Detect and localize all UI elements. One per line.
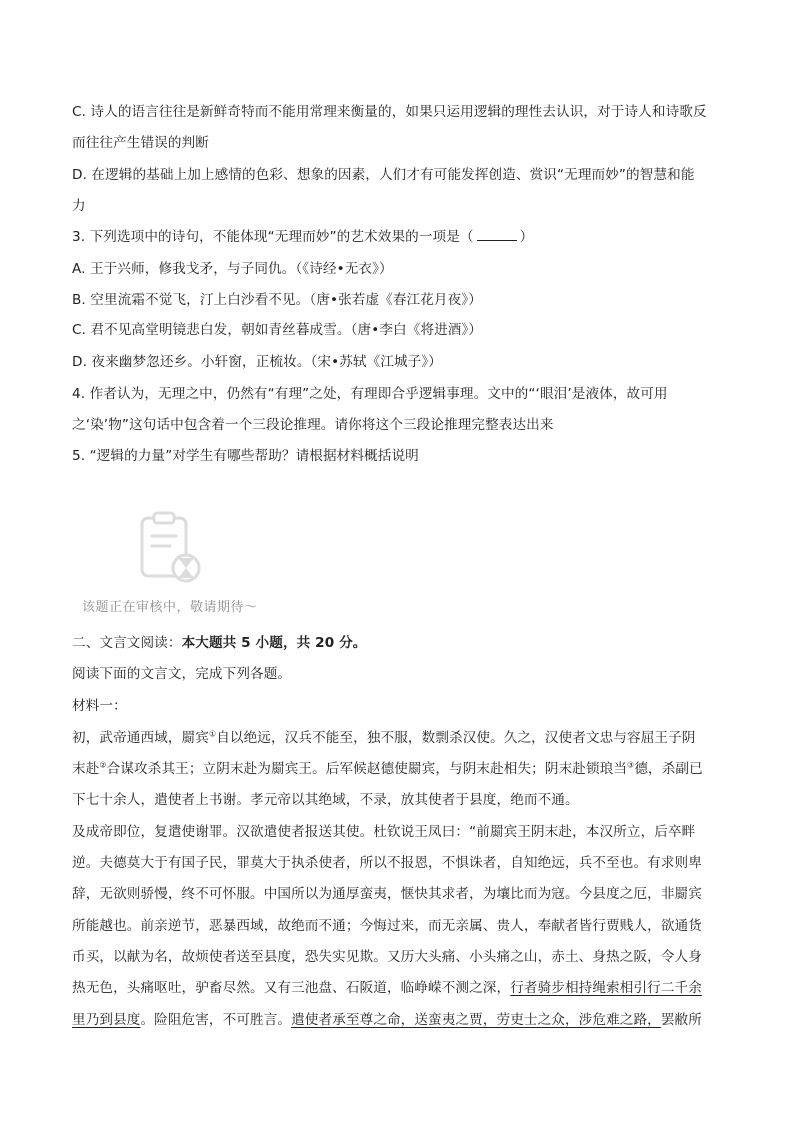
option-d-line-1: D. 在逻辑的基础上加上感情的色彩、想象的因素，人们才有可能发挥创造、赏识“无理而妙”的智慧和能 [72,167,695,183]
answer-blank [477,228,517,241]
passage-text: 德，杀副已 [634,761,703,777]
passage-2-line-7 [72,1010,732,1030]
underlined-sentence: 里乃到县度 [72,1012,141,1028]
section-heading-prefix: 二、文言文阅读： [72,635,182,651]
question-3-option-d: D. 夜来幽梦忽还乡。小轩窗，正梳妆。（宋•苏轼《江城子》） [72,354,442,370]
instruction: 阅读下面的文言文，完成下列各题。 [72,666,292,682]
footnote-marker: ② [99,760,107,770]
passage-2-line-5: 币买，以献为名，故烦使者送至县度，恐失实见欺。又历大头痛、小头痛之山，赤土、身热之阪，令人身 [72,949,702,965]
section-heading-bold: 本大题共 5 小题，共 20 分。 [181,635,367,651]
passage-1-line-2 [72,759,732,779]
passage-text: 合谋攻杀其王；立阴末赴为罽宾王。后军候赵德使罽宾，与阴末赴相失；阴末赴锁琅当 [106,761,628,777]
option-c-line-1: C. 诗人的语言往往是新鲜奇特而不能用常理来衡量的，如果只运用逻辑的理性去认识，对于诗人和诗歌反 [72,104,707,120]
option-c-line-2: 而往往产生错误的判断 [72,135,209,151]
footnote-marker: ③ [627,760,635,770]
question-5: 5. “逻辑的力量”对学生有哪些帮助？请根据材料概括说明 [72,448,419,464]
question-4-line-1: 4. 作者认为，无理之中，仍然有“有理”之处，有理即合乎逻辑事理。文中的“‘眼泪’是液体，故可用 [72,386,668,402]
question-3-option-a: A. 王于兴师，修我戈矛，与子同仇。（《诗经•无衣》） [72,261,393,277]
question-3-option-c: C. 君不见高堂明镜悲白发，朝如青丝暮成雪。（唐•李白《将进酒》） [72,322,483,338]
question-3-option-b: B. 空里流霜不觉飞，汀上白沙看不见。（唐•张若虚《春江花月夜》） [72,292,482,308]
passage-text: 。险阻危害，不可胜言。 [140,1012,292,1028]
footnote-marker: ① [208,729,217,739]
passage-text: 末赴 [72,761,100,777]
passage-2-line-1: 及成帝即位，复遣使谢罪。汉欲遣使者报送其使。杜钦说王凤曰：“前罽宾王阴末赴，本汉所立，后卒畔 [72,824,696,840]
question-4-line-2: 之‘染’物”这句话中包含着一个三段论推理。请你将这个三段论推理完整表达出来 [72,417,554,433]
passage-2-line-4: 所能越也。前亲逆节，恶暴西域，故绝而不通；今悔过来，而无亲属、贵人，奉献者皆行贾贱人，欲通货 [72,918,702,934]
question-3 [72,227,732,247]
passage-text: 热无色，头痛呕吐，驴畜尽然。又有三池盘、石阪道，临峥嵘不测之深， [72,980,511,996]
section-heading [72,633,732,653]
passage-text: 自以绝远，汉兵不能至，独不服，数剽杀汉使。久之，汉使者文忠与容屈王子阴 [216,730,696,746]
passage-1-line-1 [72,728,732,748]
material-label: 材料一： [72,698,127,714]
review-pending-text: 该题正在审核中，敬请期待～ [82,600,258,615]
passage-text: 罢敝所 [660,1012,702,1028]
underlined-sentence: 遣使者承至尊之命，送蛮夷之贾，劳吏士之众，涉危难之路， [291,1012,661,1028]
passage-1-line-3: 下七十余人，遣使者上书谢。孝元帝以其绝域，不录，放其使者于县度，绝而不通。 [72,792,579,808]
clipboard-hourglass-icon [120,510,240,590]
question-3-text: 3. 下列选项中的诗句，不能体现“无理而妙”的艺术效果的一项是（ [72,229,474,245]
underlined-sentence: 行者骑步相持绳索相引行二千余 [510,980,702,996]
passage-text: 初，武帝通西域，罽宾 [72,730,209,746]
question-3-close: ） [519,229,534,245]
passage-2-line-6 [72,978,732,998]
option-d-line-2: 力 [72,198,86,214]
passage-2-line-2: 逆。夫德莫大于有国子民，罪莫大于执杀使者，所以不报恩，不惧诛者，自知绝远，兵不至也。有求则卑 [72,855,702,871]
passage-2-line-3: 辞，无欲则骄慢，终不可怀服。中国所以为通厚蛮夷，惬快其求者，为壤比而为寇。今县度之厄，非罽宾 [72,886,702,902]
